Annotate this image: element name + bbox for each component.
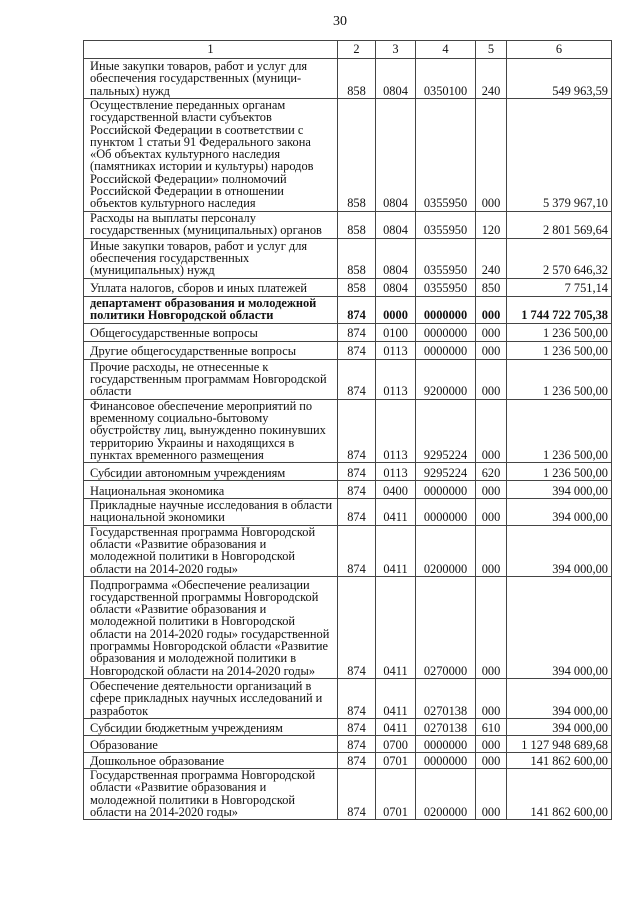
column-header: 5 <box>476 41 507 59</box>
row-label: Государственная программа Новгородской области «Развитие образования и молодежной политики в Новгородской области на 2014-2020 годы» <box>84 768 338 819</box>
code-section: 0411 <box>376 718 416 735</box>
table-row <box>84 768 612 819</box>
table-row <box>84 99 612 212</box>
table-row <box>84 499 612 526</box>
code-section: 0113 <box>376 341 416 359</box>
table-row <box>84 59 612 99</box>
row-label: Образование <box>84 735 338 752</box>
code-section: 0113 <box>376 399 416 462</box>
amount: 2 570 646,32 <box>507 238 612 278</box>
amount: 1 236 500,00 <box>507 399 612 462</box>
code-expense-type: 000 <box>476 499 507 526</box>
code-ministry: 858 <box>338 238 376 278</box>
code-ministry: 874 <box>338 463 376 481</box>
code-target: 0350100 <box>416 59 476 99</box>
table-row <box>84 752 612 768</box>
code-target: 0000000 <box>416 323 476 341</box>
code-ministry: 874 <box>338 735 376 752</box>
code-section: 0411 <box>376 678 416 718</box>
code-ministry: 874 <box>338 525 376 576</box>
code-target: 0355950 <box>416 99 476 212</box>
row-label: Осуществление переданных органам государственной власти субъектов Российской Федерации в соответствии с пунктом 1 статьи 91 Федерального закона «Об объектах культурного наследия (памятниках истории и культуры) народов Российской Федерации» полномочий Российской Федерации в отношении объектов культурного наследия <box>84 99 338 212</box>
code-target: 0000000 <box>416 735 476 752</box>
code-ministry: 874 <box>338 481 376 499</box>
code-expense-type: 240 <box>476 238 507 278</box>
code-section: 0000 <box>376 296 416 323</box>
code-target: 0270138 <box>416 718 476 735</box>
code-expense-type: 000 <box>476 99 507 212</box>
code-target: 9200000 <box>416 359 476 399</box>
code-target: 9295224 <box>416 463 476 481</box>
code-expense-type: 240 <box>476 59 507 99</box>
row-label: Другие общегосударственные вопросы <box>84 341 338 359</box>
code-ministry: 858 <box>338 59 376 99</box>
code-target: 9295224 <box>416 399 476 462</box>
row-label: Прикладные научные исследования в области национальной экономики <box>84 499 338 526</box>
code-section: 0804 <box>376 59 416 99</box>
code-target: 0270000 <box>416 576 476 678</box>
code-section: 0411 <box>376 576 416 678</box>
code-ministry: 858 <box>338 278 376 296</box>
code-section: 0411 <box>376 525 416 576</box>
amount: 5 379 967,10 <box>507 99 612 212</box>
code-section: 0804 <box>376 211 416 238</box>
code-target: 0200000 <box>416 768 476 819</box>
code-section: 0804 <box>376 238 416 278</box>
table-row <box>84 678 612 718</box>
code-expense-type: 610 <box>476 718 507 735</box>
code-section: 0701 <box>376 768 416 819</box>
code-target: 0200000 <box>416 525 476 576</box>
code-ministry: 858 <box>338 211 376 238</box>
row-label: Общегосударственные вопросы <box>84 323 338 341</box>
code-expense-type: 000 <box>476 768 507 819</box>
code-target: 0355950 <box>416 211 476 238</box>
column-header: 6 <box>507 41 612 59</box>
row-label: Подпрограмма «Обеспечение реализации государственной программы Новгородской области «Развитие образования и молодежной политики в Новгородской области на 2014-2020 годы» государственной программы Новгородской области «Развитие образования и молодежной политики в Новгородской области на 2014-2020 годы» <box>84 576 338 678</box>
code-expense-type: 000 <box>476 735 507 752</box>
amount: 1 236 500,00 <box>507 359 612 399</box>
row-label: Расходы на выплаты персоналу государственных (муниципальных) органов <box>84 211 338 238</box>
code-target: 0000000 <box>416 499 476 526</box>
code-target: 0000000 <box>416 341 476 359</box>
row-label: Субсидии автономным учреждениям <box>84 463 338 481</box>
code-ministry: 874 <box>338 718 376 735</box>
budget-table <box>83 40 612 820</box>
code-ministry: 874 <box>338 323 376 341</box>
column-header: 1 <box>84 41 338 59</box>
code-target: 0270138 <box>416 678 476 718</box>
table-row <box>84 481 612 499</box>
code-ministry: 874 <box>338 752 376 768</box>
code-ministry: 874 <box>338 341 376 359</box>
amount: 394 000,00 <box>507 499 612 526</box>
code-expense-type: 000 <box>476 359 507 399</box>
amount: 1 127 948 689,68 <box>507 735 612 752</box>
amount: 1 236 500,00 <box>507 341 612 359</box>
code-target: 0000000 <box>416 752 476 768</box>
amount: 549 963,59 <box>507 59 612 99</box>
table-row <box>84 735 612 752</box>
amount: 2 801 569,64 <box>507 211 612 238</box>
amount: 1 236 500,00 <box>507 463 612 481</box>
code-section: 0400 <box>376 481 416 499</box>
table-row <box>84 323 612 341</box>
table-row <box>84 576 612 678</box>
code-target: 0000000 <box>416 296 476 323</box>
table-row <box>84 718 612 735</box>
table-header-row <box>84 41 612 59</box>
page-number: 30 <box>333 14 347 29</box>
code-ministry: 874 <box>338 499 376 526</box>
code-section: 0100 <box>376 323 416 341</box>
code-expense-type: 000 <box>476 752 507 768</box>
code-target: 0000000 <box>416 481 476 499</box>
row-label: Государственная программа Новгородской области «Развитие образования и молодежной политики в Новгородской области на 2014-2020 годы» <box>84 525 338 576</box>
code-section: 0700 <box>376 735 416 752</box>
table-row <box>84 359 612 399</box>
code-expense-type: 000 <box>476 296 507 323</box>
code-expense-type: 000 <box>476 399 507 462</box>
amount: 1 744 722 705,38 <box>507 296 612 323</box>
amount: 394 000,00 <box>507 481 612 499</box>
code-section: 0701 <box>376 752 416 768</box>
code-ministry: 874 <box>338 768 376 819</box>
code-expense-type: 000 <box>476 678 507 718</box>
column-header: 4 <box>416 41 476 59</box>
table-row <box>84 238 612 278</box>
code-target: 0355950 <box>416 238 476 278</box>
table-row <box>84 525 612 576</box>
row-label: Прочие расходы, не отнесенные к государственным программам Новгородской области <box>84 359 338 399</box>
amount: 141 862 600,00 <box>507 768 612 819</box>
amount: 141 862 600,00 <box>507 752 612 768</box>
code-expense-type: 120 <box>476 211 507 238</box>
table-row <box>84 341 612 359</box>
code-expense-type: 000 <box>476 481 507 499</box>
column-header: 3 <box>376 41 416 59</box>
amount: 394 000,00 <box>507 678 612 718</box>
row-label: Национальная экономика <box>84 481 338 499</box>
column-header: 2 <box>338 41 376 59</box>
code-target: 0355950 <box>416 278 476 296</box>
row-label: Обеспечение деятельности организаций в сфере прикладных научных исследований и разработок <box>84 678 338 718</box>
table-row <box>84 296 612 323</box>
amount: 394 000,00 <box>507 525 612 576</box>
table-row <box>84 463 612 481</box>
code-ministry: 874 <box>338 576 376 678</box>
amount: 7 751,14 <box>507 278 612 296</box>
code-expense-type: 850 <box>476 278 507 296</box>
code-ministry: 874 <box>338 359 376 399</box>
table-row <box>84 278 612 296</box>
code-section: 0804 <box>376 278 416 296</box>
row-label: Дошкольное образование <box>84 752 338 768</box>
row-label: Иные закупки товаров, работ и услуг для обеспечения государственных (муниципальных) нужд <box>84 238 338 278</box>
code-ministry: 874 <box>338 296 376 323</box>
row-label: Уплата налогов, сборов и иных платежей <box>84 278 338 296</box>
table-row <box>84 399 612 462</box>
code-expense-type: 000 <box>476 525 507 576</box>
code-section: 0113 <box>376 463 416 481</box>
row-label: департамент образования и молодежной политики Новгородской области <box>84 296 338 323</box>
code-expense-type: 620 <box>476 463 507 481</box>
code-expense-type: 000 <box>476 341 507 359</box>
amount: 1 236 500,00 <box>507 323 612 341</box>
table-row <box>84 211 612 238</box>
code-expense-type: 000 <box>476 323 507 341</box>
amount: 394 000,00 <box>507 576 612 678</box>
code-section: 0113 <box>376 359 416 399</box>
row-label: Финансовое обеспечение мероприятий по временному социально-бытовому обустройству лиц, вынужденно покинувших территорию Украины и находящихся в пунктах временного размещения <box>84 399 338 462</box>
row-label: Иные закупки товаров, работ и услуг для обеспечения государственных (муници-пальных) нужд <box>84 59 338 99</box>
code-ministry: 858 <box>338 99 376 212</box>
row-label: Субсидии бюджетным учреждениям <box>84 718 338 735</box>
code-ministry: 874 <box>338 678 376 718</box>
amount: 394 000,00 <box>507 718 612 735</box>
code-expense-type: 000 <box>476 576 507 678</box>
code-section: 0804 <box>376 99 416 212</box>
code-ministry: 874 <box>338 399 376 462</box>
code-section: 0411 <box>376 499 416 526</box>
